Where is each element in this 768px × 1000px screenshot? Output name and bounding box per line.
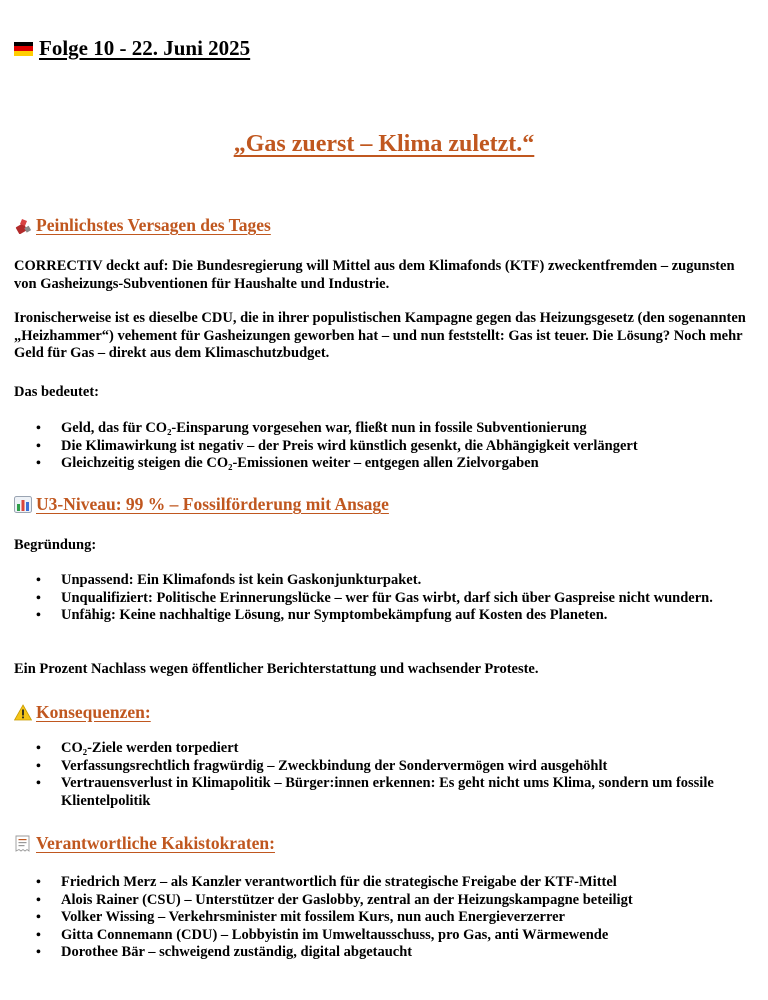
- paragraph: Das bedeutet:: [14, 384, 99, 400]
- episode-label: Folge 10 - 22. Juni 2025: [39, 36, 251, 60]
- bullet-list-consequences: [14, 740, 758, 810]
- bullet-list-failure: [14, 420, 758, 473]
- paragraph: Begründung:: [14, 537, 97, 553]
- section-heading-u3: [14, 494, 389, 515]
- list-item: • Die Klimawirkung ist negativ – der Preis wird künstlich gesenkt, die Abhängigkeit verlängert: [14, 438, 758, 456]
- list-item: • Unfähig: Keine nachhaltige Lösung, nur Symptombekämpfung auf Kosten des Planeten.: [14, 607, 758, 625]
- section-heading-label: Verantwortliche Kakistokraten:: [36, 833, 275, 853]
- list-item: • Friedrich Merz – als Kanzler verantwortlich für die strategische Freigabe der KTF-Mittel: [14, 874, 758, 892]
- section-heading-label: U3-Niveau: 99 % – Fossilförderung mit Ansage: [36, 494, 389, 514]
- section-heading-label: Peinlichstes Versagen des Tages: [36, 215, 271, 235]
- episode-header: [14, 36, 250, 61]
- bullet-list-responsible: [14, 874, 758, 962]
- section-heading-failure: [14, 215, 271, 236]
- list-item: • Gitta Connemann (CDU) – Lobbyistin im Umweltausschuss, pro Gas, anti Wärmewende: [14, 927, 758, 945]
- page-title: „Gas zuerst – Klima zuletzt.“: [233, 131, 535, 157]
- list-item: • Verfassungsrechtlich fragwürdig – Zweckbindung der Sondervermögen wird ausgehöhlt: [14, 758, 758, 776]
- lipstick-icon: [14, 217, 32, 234]
- section-heading-label: Konsequenzen:: [36, 702, 151, 722]
- list-item: • Vertrauensverlust in Klimapolitik – Bürger:innen erkennen: Es geht nicht ums Klima, sondern um fossile Klientelpolitik: [14, 775, 758, 810]
- bullet-list-u3: [14, 572, 758, 625]
- warning-icon: [14, 704, 32, 721]
- list-item: • Gleichzeitig steigen die CO₂-Emissionen weiter – entgegen allen Zielvorgaben: [14, 455, 758, 473]
- list-item: • Alois Rainer (CSU) – Unterstützer der Gaslobby, zentral an der Heizungskampagne beteiligt: [14, 892, 758, 910]
- list-item: • Geld, das für CO₂-Einsparung vorgesehen war, fließt nun in fossile Subventionierung: [14, 420, 758, 438]
- bar-chart-icon: [14, 496, 32, 513]
- german-flag-icon: [14, 42, 33, 56]
- section-heading-responsible: [14, 833, 275, 854]
- list-item: • CO₂-Ziele werden torpediert: [14, 740, 758, 758]
- list-item: • Unqualifiziert: Politische Erinnerungslücke – wer für Gas wirbt, darf sich über Gaspreise nicht wundern.: [14, 590, 758, 608]
- paragraph: CORRECTIV deckt auf: Die Bundesregierung will Mittel aus dem Klimafonds (KTF) zweckentfremden – zugunsten von Gasheizungs-Subventionen für Haushalte und Industrie.: [14, 258, 735, 292]
- section-heading-consequences: [14, 702, 151, 723]
- list-item: • Unpassend: Ein Klimafonds ist kein Gaskonjunkturpaket.: [14, 572, 758, 590]
- list-item: • Dorothee Bär – schweigend zuständig, digital abgetaucht: [14, 944, 758, 962]
- paragraph: Ein Prozent Nachlass wegen öffentlicher Berichterstattung und wachsender Proteste.: [14, 661, 539, 677]
- list-item: • Volker Wissing – Verkehrsminister mit fossilem Kurs, nun auch Energieverzerrer: [14, 909, 758, 927]
- paragraph: Ironischerweise ist es dieselbe CDU, die in ihrer populistischen Kampagne gegen das Heizungsgesetz (den sogenannten „Heizhammer“) vehement für Gasheizungen geworben hat – und nun feststellt: Gas ist teuer. Die Lösung? Noch mehr Geld für Gas – direkt aus dem Klimaschutzbudget.: [14, 310, 746, 361]
- receipt-icon: [14, 835, 32, 852]
